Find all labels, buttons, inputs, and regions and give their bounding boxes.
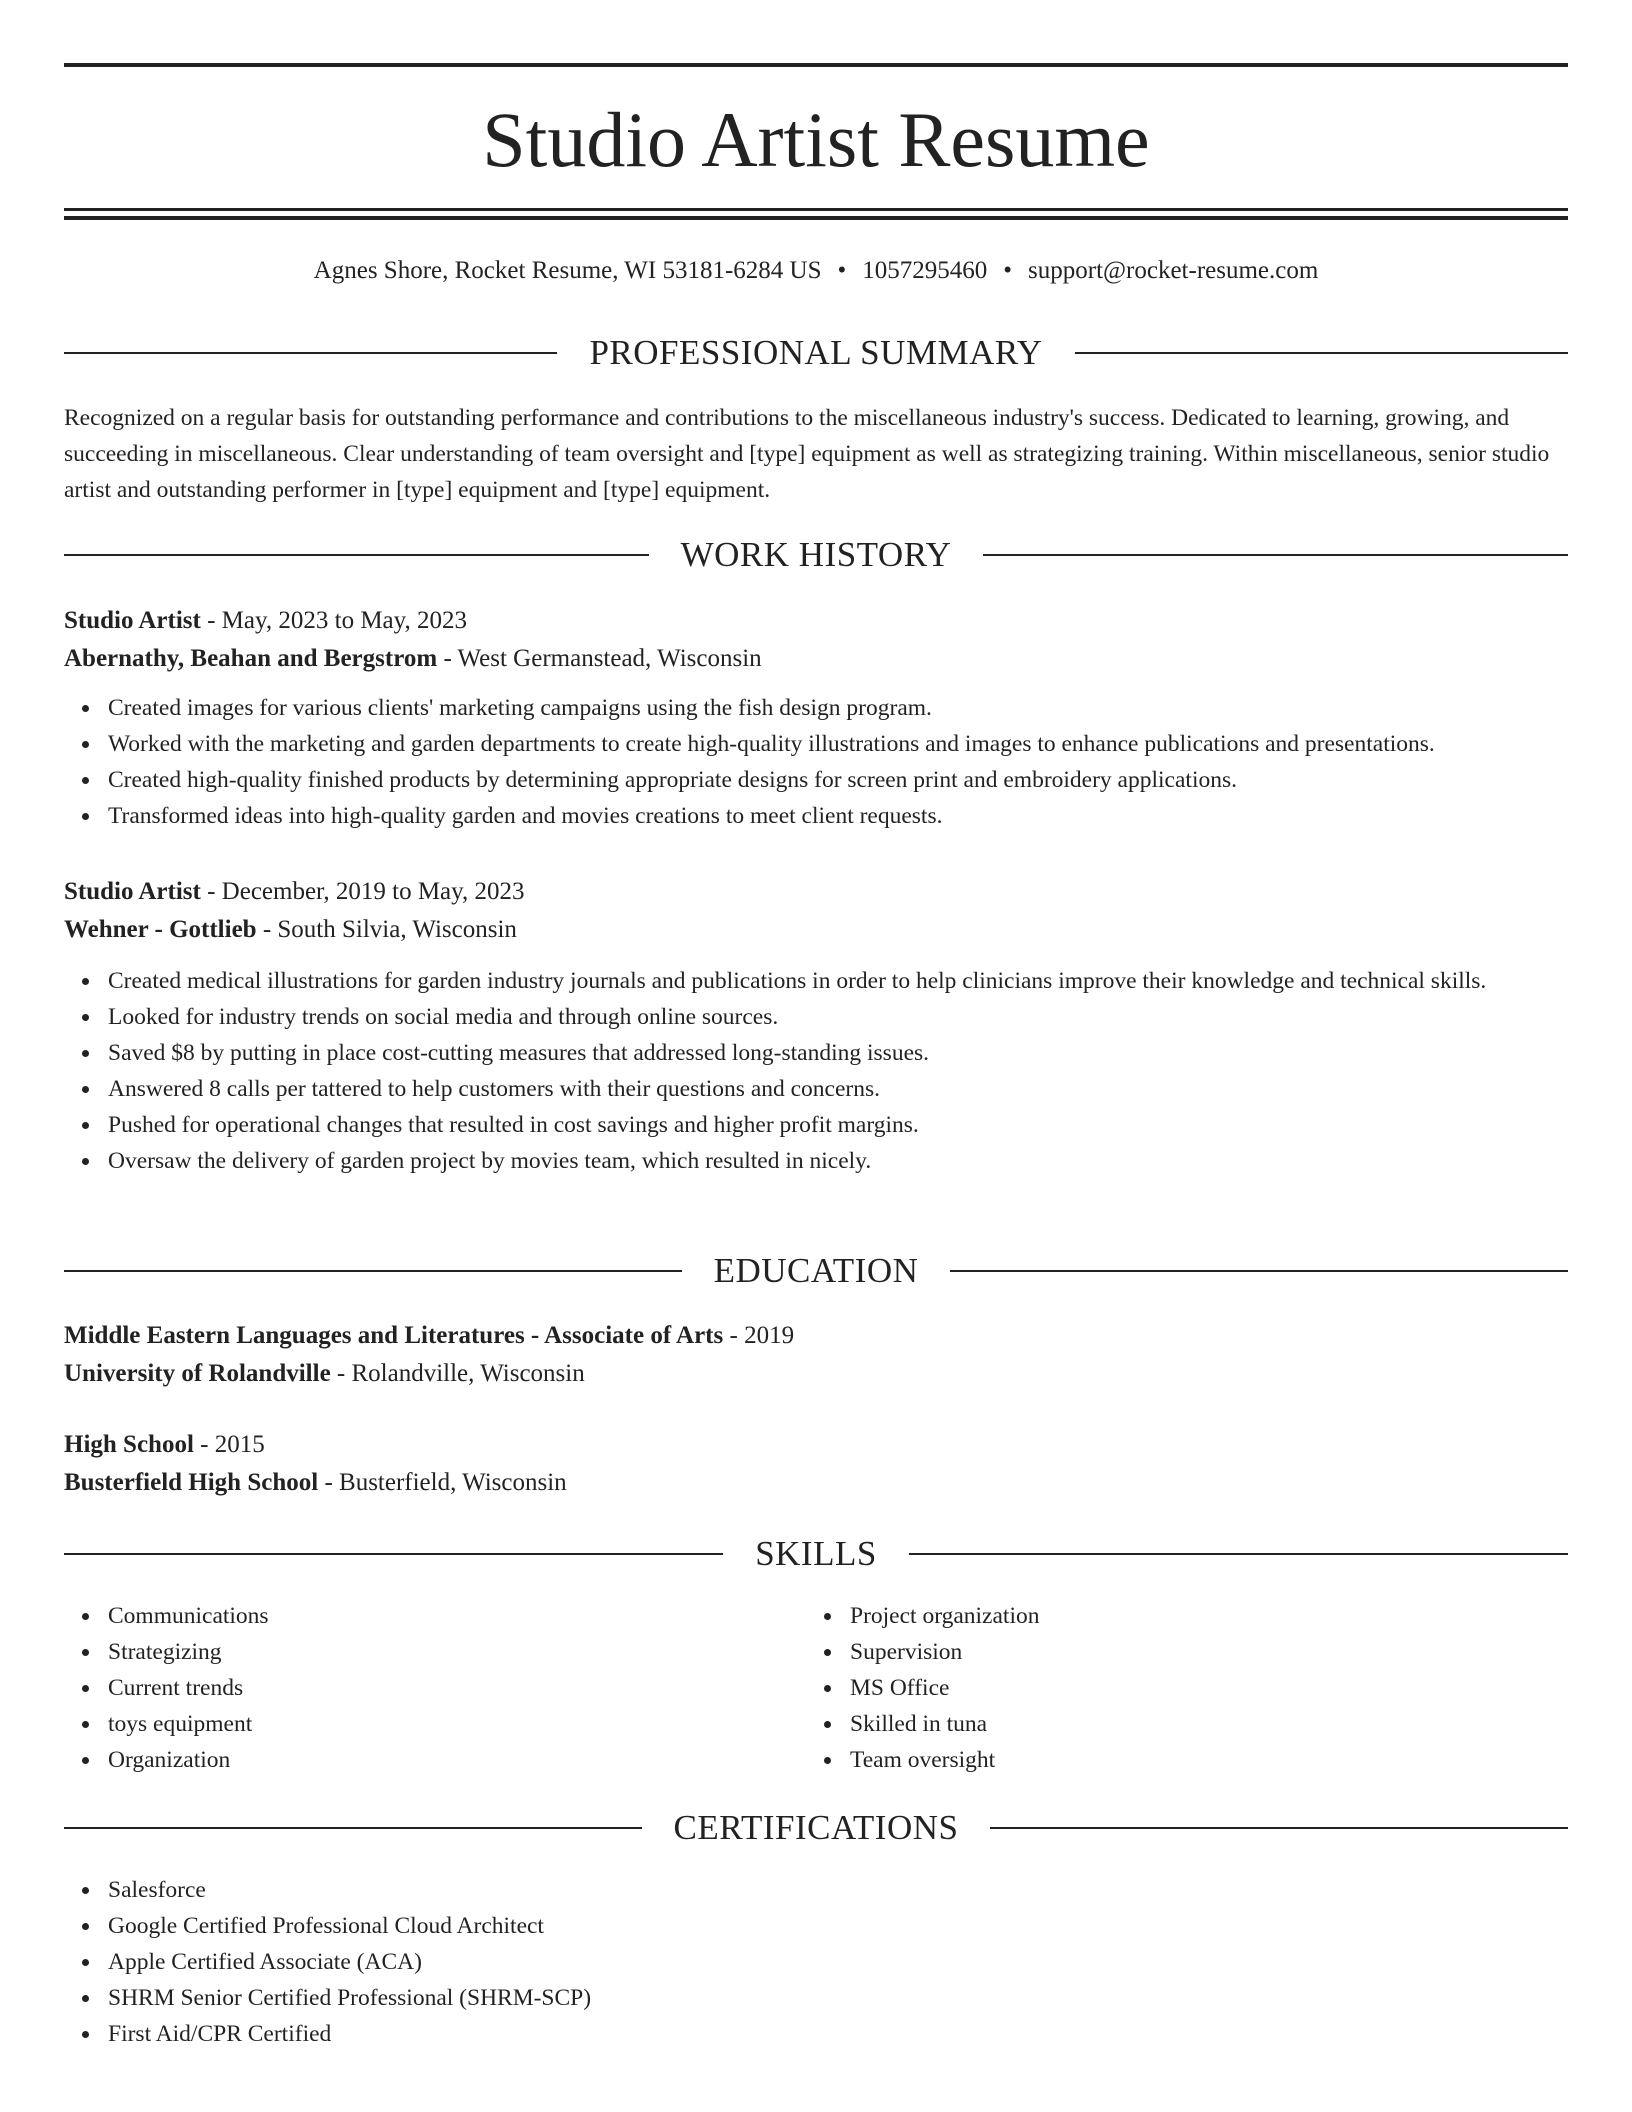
job-title-line (64, 873, 1568, 911)
job-company: Abernathy, Beahan and Bergstrom (64, 645, 438, 672)
list-item: Salesforce (64, 1872, 1568, 1908)
job-company-line (64, 911, 1568, 949)
certifications-heading-label: CERTIFICATIONS (673, 1808, 959, 1847)
job-company: Wehner - Gottlieb (64, 916, 257, 943)
education-year: - 2019 (723, 1322, 795, 1349)
job-location: - West Germanstead, Wisconsin (437, 645, 762, 672)
education-degree-line (64, 1317, 1568, 1355)
list-item: toys equipment (64, 1706, 806, 1742)
certifications-bullets (64, 1872, 1568, 2052)
education-degree: Middle Eastern Languages and Literatures - Associate of Arts (64, 1322, 724, 1349)
education-entry (64, 1426, 1568, 1502)
list-item: Communications (64, 1598, 806, 1634)
top-rule (64, 63, 1568, 67)
job-dates: - May, 2023 to May, 2023 (200, 607, 468, 634)
list-item: Current trends (64, 1670, 806, 1706)
list-item: Project organization (806, 1598, 1548, 1634)
education-degree: High School (64, 1431, 194, 1458)
heading-rule-right (950, 1270, 1568, 1272)
education-year: - 2015 (193, 1431, 265, 1458)
resume-title: Studio Artist Resume (482, 96, 1150, 183)
job-entry (64, 602, 1568, 834)
education-heading-label: EDUCATION (713, 1251, 919, 1290)
heading-rule-right (909, 1553, 1568, 1555)
contact-line (64, 253, 1568, 289)
skills-heading-label: SKILLS (755, 1534, 877, 1573)
job-company-line (64, 640, 1568, 678)
work-heading (64, 533, 1568, 577)
contact-email: support@rocket-resume.com (1028, 257, 1319, 284)
education-heading (64, 1249, 1568, 1293)
list-item: Google Certified Professional Cloud Architect (64, 1908, 1568, 1944)
list-item: Apple Certified Associate (ACA) (64, 1944, 1568, 1980)
list-item: Transformed ideas into high-quality garden and movies creations to meet client requests. (64, 798, 1568, 834)
education-degree-line (64, 1426, 1568, 1464)
list-item: Answered 8 calls per tattered to help customers with their questions and concerns. (64, 1071, 1568, 1107)
summary-text: Recognized on a regular basis for outstanding performance and contributions to the miscellaneous industry's success. Dedicated to learning, growing, and succeeding in miscellaneous. Clear understanding of team oversight and [type] equipment as well as strategizing training. Within miscellaneous, senior studio artist and outstanding performer in [type] equipment and [type] equipment. (64, 405, 1550, 503)
heading-rule-right (1075, 352, 1568, 354)
job-dates: - December, 2019 to May, 2023 (200, 878, 525, 905)
contact-separator: • (837, 257, 847, 284)
heading-rule-left (64, 554, 649, 556)
skills-column-right (806, 1598, 1548, 1778)
list-item: Oversaw the delivery of garden project by movies team, which resulted in nicely. (64, 1143, 1568, 1179)
list-item: Saved $8 by putting in place cost-cutting measures that addressed long-standing issues. (64, 1035, 1568, 1071)
summary-heading-label: PROFESSIONAL SUMMARY (589, 333, 1043, 372)
skills-list (64, 1598, 1568, 1778)
education-school-line (64, 1464, 1568, 1502)
job-bullets (64, 690, 1568, 834)
list-item: Organization (64, 1742, 806, 1778)
job-bullets (64, 963, 1568, 1179)
list-item: Created medical illustrations for garden industry journals and publications in order to help clinicians improve their knowledge and technical skills. (64, 963, 1568, 999)
heading-rule-left (64, 1553, 723, 1555)
education-location: - Busterfield, Wisconsin (318, 1469, 567, 1496)
title-double-rule (64, 208, 1568, 220)
list-item: Worked with the marketing and garden departments to create high-quality illustrations and images to enhance publications and presentations. (64, 726, 1568, 762)
summary-heading (64, 331, 1568, 375)
heading-rule-left (64, 1270, 682, 1272)
education-location: - Rolandville, Wisconsin (330, 1360, 585, 1387)
skills-heading (64, 1532, 1568, 1576)
list-item: Created images for various clients' marketing campaigns using the fish design program. (64, 690, 1568, 726)
heading-rule-left (64, 352, 557, 354)
heading-rule-right (990, 1827, 1568, 1829)
list-item: Looked for industry trends on social media and through online sources. (64, 999, 1568, 1035)
list-item: SHRM Senior Certified Professional (SHRM-SCP) (64, 1980, 1568, 2016)
list-item: First Aid/CPR Certified (64, 2016, 1568, 2052)
contact-separator: • (1003, 257, 1013, 284)
education-entry (64, 1317, 1568, 1393)
list-item: Team oversight (806, 1742, 1548, 1778)
contact-phone: 1057295460 (862, 257, 988, 284)
job-title: Studio Artist (64, 607, 201, 634)
job-entry (64, 873, 1568, 1179)
list-item: Strategizing (64, 1634, 806, 1670)
contact-address: Agnes Shore, Rocket Resume, WI 53181-6284 US (313, 257, 822, 284)
heading-rule-left (64, 1827, 642, 1829)
list-item: MS Office (806, 1670, 1548, 1706)
job-title: Studio Artist (64, 878, 201, 905)
certifications-list (64, 1872, 1568, 2052)
job-location: - South Silvia, Wisconsin (256, 916, 517, 943)
work-heading-label: WORK HISTORY (680, 535, 952, 574)
education-school: University of Rolandville (64, 1360, 331, 1387)
list-item: Skilled in tuna (806, 1706, 1548, 1742)
list-item: Supervision (806, 1634, 1548, 1670)
skills-column-left (64, 1598, 806, 1778)
job-title-line (64, 602, 1568, 640)
list-item: Pushed for operational changes that resulted in cost savings and higher profit margins. (64, 1107, 1568, 1143)
list-item: Created high-quality finished products by determining appropriate designs for screen print and embroidery applications. (64, 762, 1568, 798)
education-school-line (64, 1355, 1568, 1393)
certifications-heading (64, 1806, 1568, 1850)
education-school: Busterfield High School (64, 1469, 319, 1496)
heading-rule-right (983, 554, 1568, 556)
